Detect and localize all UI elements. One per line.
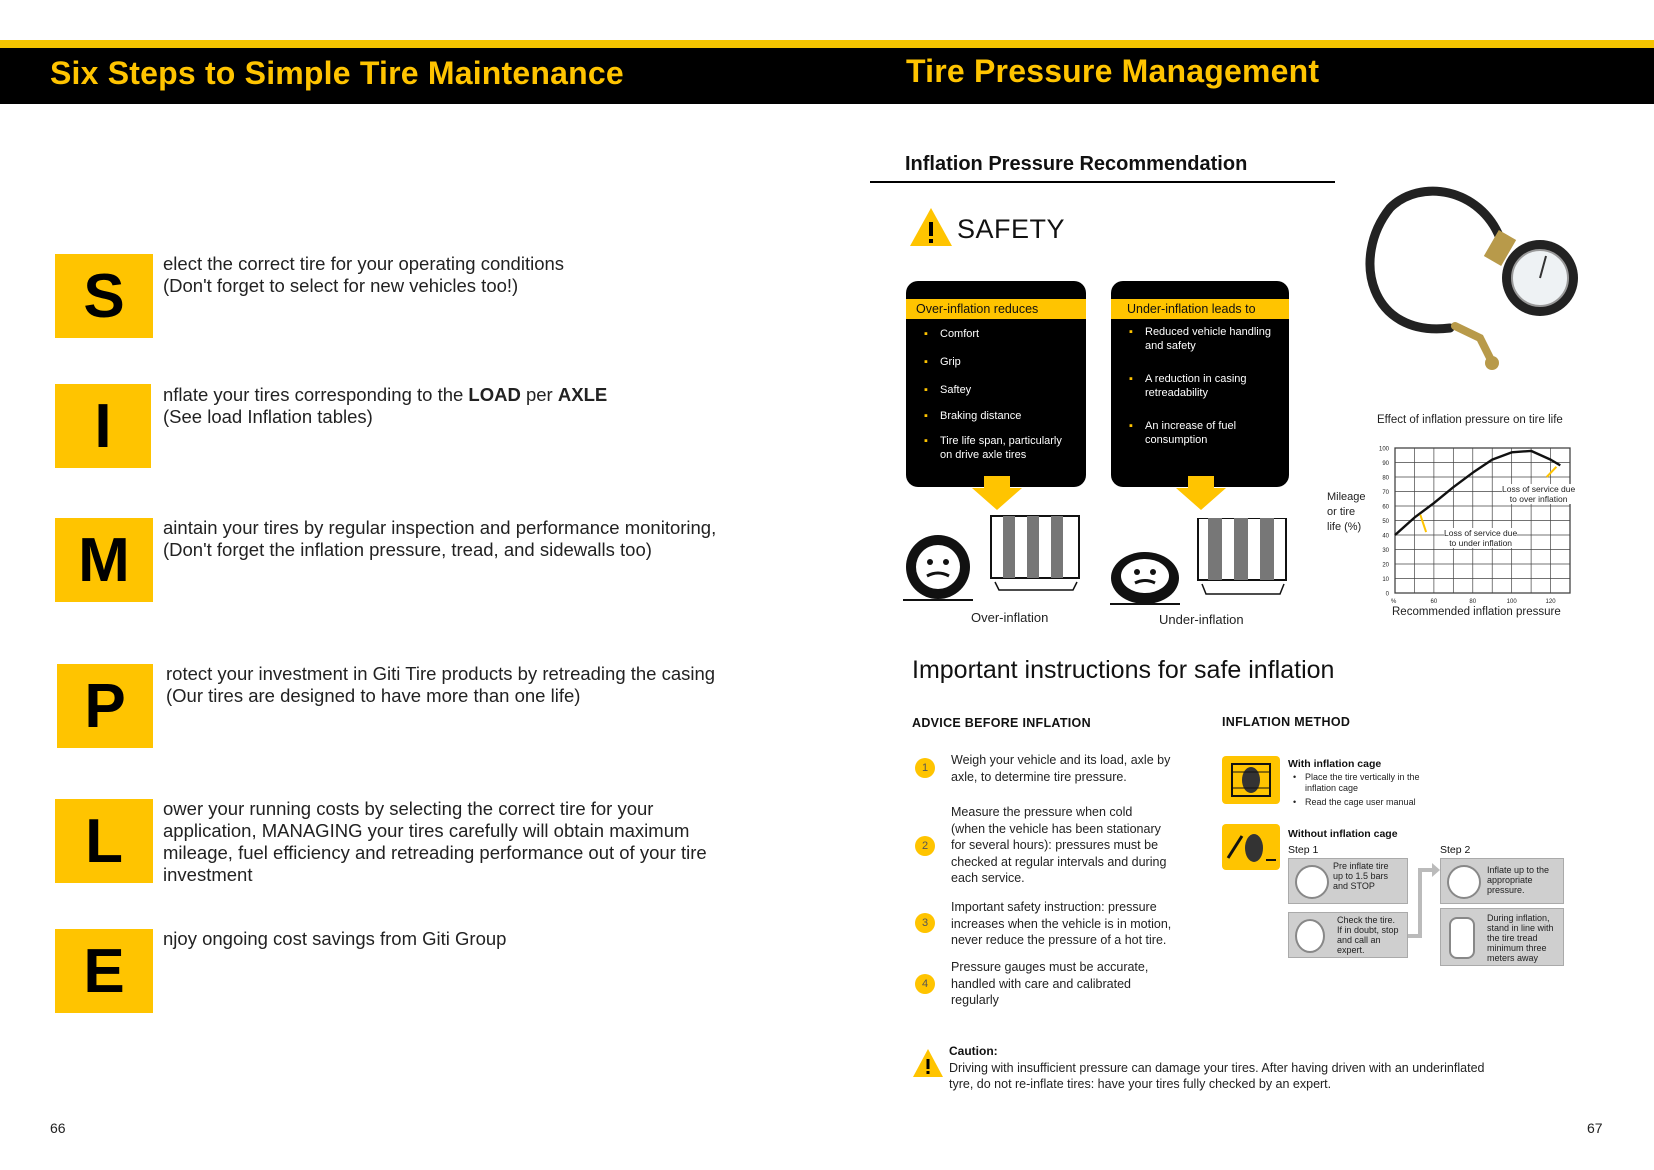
- chart-y-tick-label: 40: [1382, 533, 1389, 540]
- top-accent-line: [0, 40, 1654, 48]
- page-number-left: 66: [50, 1120, 66, 1136]
- over-item: ▪ Tire life span, particularly on drive axle tires: [924, 435, 1062, 461]
- down-arrow-icon: [1176, 476, 1226, 510]
- tire-side-icon: [1449, 917, 1475, 959]
- letter-m: M: [55, 518, 153, 602]
- inflation-cage-icon: [1222, 756, 1280, 804]
- chart-annotation-over: Loss of service due to over inflation: [1502, 484, 1576, 504]
- chart-x-tick-label: 120: [1545, 599, 1556, 605]
- step-s-line1: elect the correct tire for your operating conditions: [163, 253, 565, 274]
- chart-x-tick-label: 80: [1469, 599, 1477, 605]
- step-i-line1: nflate your tires corresponding to the LOAD per AXLE: [163, 384, 608, 405]
- title-rule: [870, 181, 1335, 183]
- step-l-text: [163, 798, 707, 886]
- over-item: ▪ Grip: [924, 356, 961, 368]
- step-p-line1: rotect your investment in Giti Tire products by retreading the casing: [166, 663, 716, 684]
- inflation-tire-life-chart: [1370, 440, 1580, 610]
- step-l-line2: application, MANAGING your tires carefully will obtain maximum: [163, 820, 690, 841]
- advice-number-2: 2: [915, 836, 935, 856]
- under-item: ▪ An increase of fuel consumption: [1129, 420, 1237, 446]
- chart-y-tick-label: 80: [1382, 475, 1389, 482]
- step-i-line2: (See load Inflation tables): [163, 406, 373, 427]
- caution-text: Driving with insufficient pressure can damage your tires. After having driven with an underinflated tyre, do not re-inflate tires: have your tires fully checked by an expert.: [949, 1061, 1485, 1091]
- under-inflation-box: [1111, 281, 1289, 487]
- advice-number-3: 3: [915, 913, 935, 933]
- step-p-line2: (Our tires are designed to have more than one life): [166, 685, 581, 706]
- step2-box-inflate: Inflate up to the appropriate pressure.: [1440, 858, 1564, 904]
- chart-annotation-under: Loss of service due to under inflation: [1444, 528, 1518, 548]
- step-l-line1: ower your running costs by selecting the correct tire for your: [163, 798, 654, 819]
- page-number-right: 67: [1587, 1120, 1603, 1136]
- letter-i: I: [55, 384, 151, 468]
- recommendation-title: Inflation Pressure Recommendation: [905, 153, 1248, 175]
- advice-item-2: Measure the pressure when cold (when the vehicle has been stationary for several hours): pressures must be checked at regular intervals and during each service.: [951, 805, 1167, 885]
- step-e-text: [163, 928, 506, 950]
- under-inflation-caption: Under-inflation: [1159, 612, 1244, 627]
- instructions-title: Important instructions for safe inflation: [912, 656, 1335, 684]
- step1-box-preinflate: Pre inflate tire up to 1.5 bars and STOP: [1288, 858, 1408, 904]
- advice-number-1: 1: [915, 758, 935, 778]
- step2-label: Step 2: [1440, 844, 1471, 856]
- with-cage-heading: With inflation cage: [1288, 758, 1382, 770]
- no-cage-inflation-icon: [1222, 824, 1280, 870]
- chart-x-tick-label: 100: [1506, 599, 1517, 605]
- warning-triangle-icon: [908, 206, 954, 248]
- gauge-icon: [1295, 865, 1329, 899]
- step-m-text: [163, 517, 716, 561]
- under-inflated-tire-illustration: [1110, 518, 1290, 608]
- step1-box-check: Check the tire. If in doubt, stop and call an expert.: [1288, 912, 1408, 958]
- method-heading: INFLATION METHOD: [1222, 715, 1351, 729]
- over-item: ▪ Saftey: [924, 384, 972, 396]
- with-cage-items: • Place the tire vertically in the inflation cage • Read the cage user manual: [1293, 772, 1420, 807]
- over-item: ▪ Comfort: [924, 328, 980, 340]
- chart-y-tick-label: 10: [1382, 577, 1389, 583]
- chart-ylabel: Mileage or tire life (%): [1327, 491, 1366, 533]
- over-inflation-head: Over-inflation reduces: [906, 299, 1086, 319]
- chart-y-tick-label: 30: [1382, 548, 1389, 554]
- chart-annotation-arrow: [1420, 515, 1426, 532]
- step-s-text: [163, 253, 564, 297]
- letter-l: L: [55, 799, 153, 883]
- under-item: ▪ A reduction in casing retreadability: [1129, 373, 1247, 399]
- over-inflated-tire-illustration: [903, 512, 1083, 604]
- step-s-line2: (Don't forget to select for new vehicles too!): [163, 275, 519, 296]
- left-page-title: Six Steps to Simple Tire Maintenance: [50, 55, 624, 91]
- safety-heading: SAFETY: [957, 214, 1066, 244]
- step-i-text: [163, 384, 607, 428]
- over-inflation-caption: Over-inflation: [971, 610, 1049, 625]
- chart-y-tick-label: 60: [1382, 504, 1389, 511]
- letter-s: S: [55, 254, 153, 338]
- chart-y-tick-label: 20: [1382, 562, 1389, 569]
- letter-e: E: [55, 929, 153, 1013]
- gauge-icon: [1447, 865, 1481, 899]
- advice-number-4: 4: [915, 974, 935, 994]
- letter-p: P: [57, 664, 153, 748]
- step-m-line2: (Don't forget the inflation pressure, tread, and sidewalls too): [163, 539, 652, 560]
- chart-y-tick-label: 90: [1382, 461, 1389, 467]
- chart-y-tick-label: 0: [1385, 591, 1389, 598]
- advice-item-3: Important safety instruction: pressure increases when the vehicle is in motion, never reduce the pressure of a hot tire.: [951, 900, 1172, 947]
- over-inflation-box: [906, 281, 1086, 487]
- under-item: ▪ Reduced vehicle handling and safety: [1129, 326, 1271, 352]
- chart-x-tick-label: 60: [1430, 599, 1438, 605]
- step-l-line4: investment: [163, 864, 253, 885]
- advice-item-1: Weigh your vehicle and its load, axle by axle, to determine tire pressure.: [951, 753, 1171, 784]
- chart-y-tick-label: 50: [1382, 519, 1389, 525]
- step-m-line1: aintain your tires by regular inspection and performance monitoring,: [163, 517, 717, 538]
- chart-xlabel: Recommended inflation pressure: [1392, 606, 1561, 618]
- chart-annotation-arrow: [1547, 467, 1557, 477]
- chart-x-unit: %: [1391, 599, 1397, 605]
- step-connector-arrow-icon: [1406, 860, 1440, 940]
- chart-title: Effect of inflation pressure on tire life: [1377, 414, 1563, 426]
- chart-y-tick-label: 70: [1382, 490, 1389, 496]
- step-p-text: [166, 663, 715, 707]
- step1-label: Step 1: [1288, 844, 1319, 856]
- magnifier-icon: [1295, 919, 1325, 953]
- step2-box-stand: During inflation, stand in line with the tire tread minimum three meters away: [1440, 908, 1564, 966]
- under-inflation-head: Under-inflation leads to: [1111, 299, 1289, 319]
- caution-heading: Caution:: [949, 1044, 998, 1058]
- advice-item-4: Pressure gauges must be accurate, handled with care and calibrated regularly: [951, 960, 1149, 1007]
- tire-pressure-gauge-image: [1350, 178, 1580, 388]
- advice-heading: ADVICE BEFORE INFLATION: [912, 716, 1091, 730]
- over-item: ▪ Braking distance: [924, 410, 1022, 422]
- step-l-line3: mileage, fuel efficiency and retreading performance out of your tire: [163, 842, 707, 863]
- step-e-line1: njoy ongoing cost savings from Giti Group: [163, 928, 507, 949]
- chart-y-tick-label: 100: [1378, 446, 1389, 453]
- right-page-title: Tire Pressure Management: [906, 53, 1320, 89]
- without-cage-heading: Without inflation cage: [1288, 828, 1398, 840]
- caution-warning-icon: [912, 1048, 944, 1078]
- down-arrow-icon: [972, 476, 1022, 510]
